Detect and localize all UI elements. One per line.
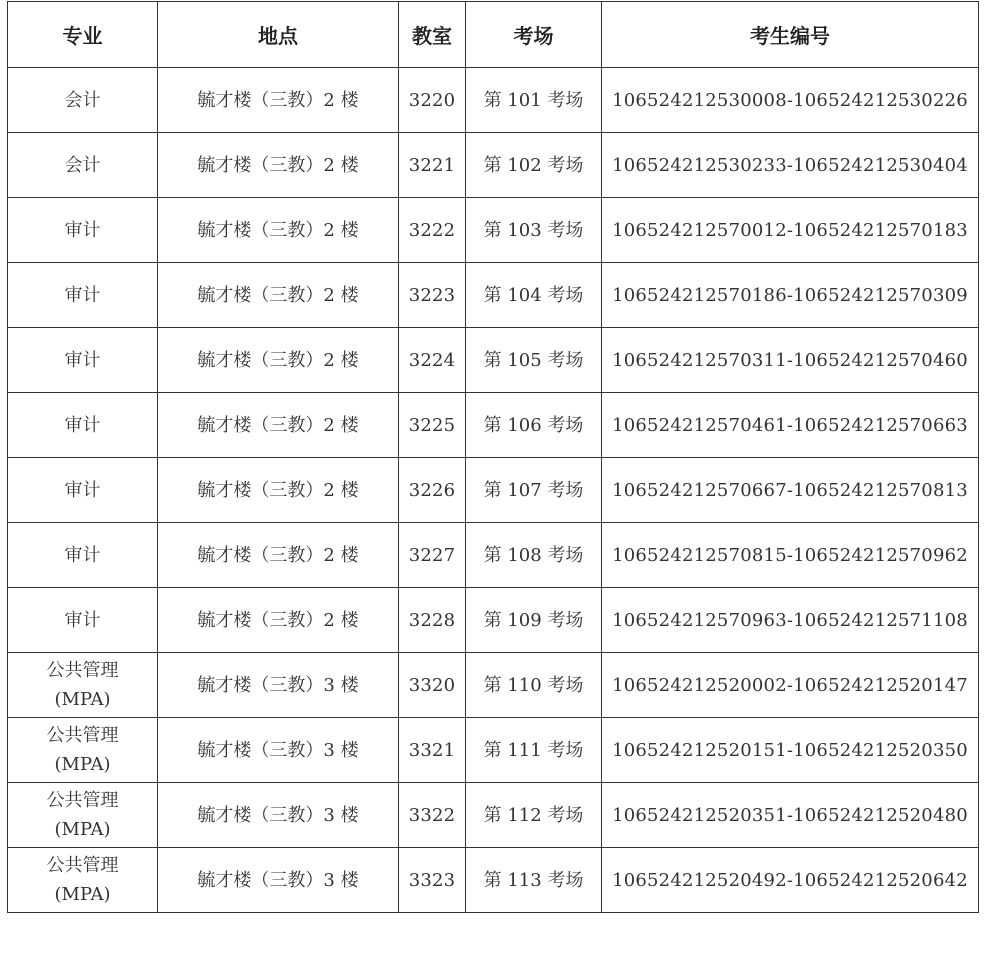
cell-major-line1: 公共管理 xyxy=(46,790,119,811)
cell-exam-hall: 第 112 考场 xyxy=(466,783,602,848)
table-row xyxy=(8,393,979,458)
cell-location: 毓才楼（三教）2 楼 xyxy=(158,523,399,588)
cell-location: 毓才楼（三教）2 楼 xyxy=(158,263,399,328)
cell-major: 审计 xyxy=(8,588,158,653)
table-row xyxy=(8,783,979,848)
cell-location: 毓才楼（三教）2 楼 xyxy=(158,198,399,263)
cell-candidate-ids: 106524212520151-106524212520350 xyxy=(602,718,979,783)
cell-exam-hall: 第 113 考场 xyxy=(466,848,602,913)
table-row xyxy=(8,458,979,523)
cell-candidate-ids: 106524212570815-106524212570962 xyxy=(602,523,979,588)
table-row xyxy=(8,263,979,328)
cell-room: 3227 xyxy=(399,523,466,588)
cell-candidate-ids: 106524212570311-106524212570460 xyxy=(602,328,979,393)
header-major: 专业 xyxy=(8,2,158,68)
cell-exam-hall: 第 104 考场 xyxy=(466,263,602,328)
cell-exam-hall: 第 103 考场 xyxy=(466,198,602,263)
cell-room: 3323 xyxy=(399,848,466,913)
cell-room: 3220 xyxy=(399,68,466,133)
table-row xyxy=(8,588,979,653)
cell-location: 毓才楼（三教）3 楼 xyxy=(158,653,399,718)
cell-room: 3321 xyxy=(399,718,466,783)
table-row xyxy=(8,198,979,263)
cell-exam-hall: 第 108 考场 xyxy=(466,523,602,588)
cell-location: 毓才楼（三教）2 楼 xyxy=(158,68,399,133)
cell-exam-hall: 第 109 考场 xyxy=(466,588,602,653)
cell-major xyxy=(8,783,158,848)
cell-room: 3320 xyxy=(399,653,466,718)
cell-major-line2: (MPA) xyxy=(54,819,111,840)
cell-location: 毓才楼（三教）2 楼 xyxy=(158,393,399,458)
cell-candidate-ids: 106524212570963-106524212571108 xyxy=(602,588,979,653)
exam-room-table xyxy=(7,1,979,913)
header-room: 教室 xyxy=(399,2,466,68)
cell-room: 3228 xyxy=(399,588,466,653)
cell-location: 毓才楼（三教）3 楼 xyxy=(158,718,399,783)
cell-candidate-ids: 106524212520351-106524212520480 xyxy=(602,783,979,848)
cell-exam-hall: 第 110 考场 xyxy=(466,653,602,718)
table-row xyxy=(8,133,979,198)
table-row xyxy=(8,523,979,588)
cell-room: 3224 xyxy=(399,328,466,393)
header-candidate-ids: 考生编号 xyxy=(602,2,979,68)
cell-candidate-ids: 106524212570461-106524212570663 xyxy=(602,393,979,458)
cell-major xyxy=(8,848,158,913)
header-exam-hall: 考场 xyxy=(466,2,602,68)
cell-location: 毓才楼（三教）3 楼 xyxy=(158,848,399,913)
cell-room: 3223 xyxy=(399,263,466,328)
table-row xyxy=(8,718,979,783)
cell-location: 毓才楼（三教）3 楼 xyxy=(158,783,399,848)
cell-exam-hall: 第 107 考场 xyxy=(466,458,602,523)
cell-major: 审计 xyxy=(8,458,158,523)
cell-location: 毓才楼（三教）2 楼 xyxy=(158,328,399,393)
cell-exam-hall: 第 111 考场 xyxy=(466,718,602,783)
cell-exam-hall: 第 106 考场 xyxy=(466,393,602,458)
cell-room: 3322 xyxy=(399,783,466,848)
table-header-row xyxy=(8,2,979,68)
cell-major: 审计 xyxy=(8,523,158,588)
cell-location: 毓才楼（三教）2 楼 xyxy=(158,133,399,198)
cell-major: 会计 xyxy=(8,68,158,133)
cell-candidate-ids: 106524212530008-106524212530226 xyxy=(602,68,979,133)
table-body xyxy=(8,68,979,913)
cell-candidate-ids: 106524212570186-106524212570309 xyxy=(602,263,979,328)
header-location: 地点 xyxy=(158,2,399,68)
cell-candidate-ids: 106524212570667-106524212570813 xyxy=(602,458,979,523)
cell-room: 3222 xyxy=(399,198,466,263)
cell-major xyxy=(8,718,158,783)
cell-candidate-ids: 106524212530233-106524212530404 xyxy=(602,133,979,198)
cell-candidate-ids: 106524212570012-106524212570183 xyxy=(602,198,979,263)
cell-location: 毓才楼（三教）2 楼 xyxy=(158,588,399,653)
cell-room: 3226 xyxy=(399,458,466,523)
cell-room: 3221 xyxy=(399,133,466,198)
cell-exam-hall: 第 101 考场 xyxy=(466,68,602,133)
cell-major-line1: 公共管理 xyxy=(46,725,119,746)
cell-major-line2: (MPA) xyxy=(54,884,111,905)
cell-exam-hall: 第 105 考场 xyxy=(466,328,602,393)
cell-candidate-ids: 106524212520492-106524212520642 xyxy=(602,848,979,913)
table-row xyxy=(8,328,979,393)
table-row xyxy=(8,848,979,913)
cell-major: 审计 xyxy=(8,328,158,393)
cell-major: 审计 xyxy=(8,198,158,263)
cell-major: 会计 xyxy=(8,133,158,198)
table-row xyxy=(8,653,979,718)
cell-major-line1: 公共管理 xyxy=(46,855,119,876)
cell-major-line1: 公共管理 xyxy=(46,660,119,681)
table-row xyxy=(8,68,979,133)
cell-major: 审计 xyxy=(8,393,158,458)
cell-candidate-ids: 106524212520002-106524212520147 xyxy=(602,653,979,718)
cell-major-line2: (MPA) xyxy=(54,754,111,775)
cell-room: 3225 xyxy=(399,393,466,458)
cell-exam-hall: 第 102 考场 xyxy=(466,133,602,198)
cell-major xyxy=(8,653,158,718)
cell-location: 毓才楼（三教）2 楼 xyxy=(158,458,399,523)
cell-major-line2: (MPA) xyxy=(54,689,111,710)
cell-major: 审计 xyxy=(8,263,158,328)
